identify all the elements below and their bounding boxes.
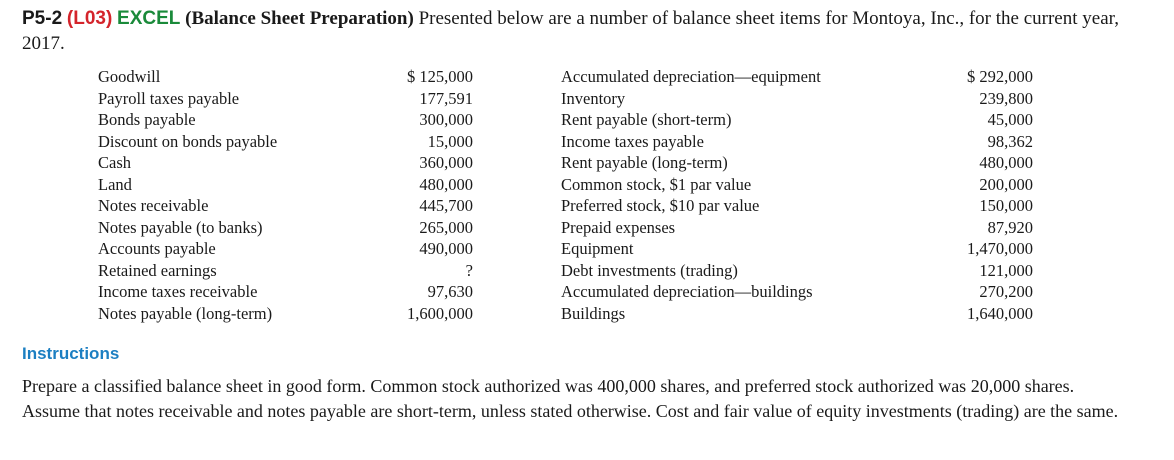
item-amount: 97,630 <box>427 282 473 301</box>
item-name: Income taxes receivable <box>98 282 258 301</box>
item-amount: 1,470,000 <box>967 239 1033 258</box>
problem-description: Presented below are a number of balance sheet items for Montoya, Inc., for the current year, 2017. <box>22 8 1119 54</box>
left-item-amounts <box>388 66 473 324</box>
problem-title: (Balance Sheet Preparation) <box>185 8 414 29</box>
item-amount: 45,000 <box>987 110 1033 129</box>
item-name: Rent payable (long-term) <box>561 153 728 172</box>
item-name: Buildings <box>561 303 626 323</box>
item-name: Payroll taxes payable <box>98 88 240 108</box>
item-name: Retained earnings <box>98 260 217 280</box>
item-amount: 270,200 <box>979 282 1033 301</box>
item-amount: ? <box>465 260 473 280</box>
item-name: Notes payable (long-term) <box>98 303 273 323</box>
item-amount: 360,000 <box>419 153 473 172</box>
item-name: Income taxes payable <box>561 131 704 151</box>
column-gap <box>473 66 561 324</box>
item-amount: 177,591 <box>419 88 473 108</box>
instructions-heading: Instructions <box>22 344 120 363</box>
item-amount: $ 125,000 <box>407 67 473 86</box>
item-amount: 87,920 <box>987 217 1033 237</box>
item-name: Notes payable (to banks) <box>98 217 263 237</box>
instructions-body: Prepare a classified balance sheet in good form. Common stock authorized was 400,000 shares, and preferred stock authorized was 20,000 shares. Assume that notes receivable and notes payable are short-term, unless stated otherwise. Cost and fair value of equity investments (trading) are the same. <box>22 376 1119 421</box>
item-amount: 300,000 <box>419 110 473 129</box>
item-amount: $ 292,000 <box>967 67 1033 86</box>
item-amount: 200,000 <box>979 174 1033 194</box>
item-name: Accounts payable <box>98 239 216 258</box>
problem-number: P5-2 <box>22 8 63 29</box>
item-name: Inventory <box>561 88 626 108</box>
item-name: Goodwill <box>98 67 161 86</box>
item-amount: 98,362 <box>987 131 1033 151</box>
item-name: Cash <box>98 153 131 172</box>
item-amount: 480,000 <box>419 174 473 194</box>
item-amount: 150,000 <box>979 196 1033 215</box>
right-item-names <box>561 66 863 324</box>
item-name: Notes receivable <box>98 196 209 215</box>
item-amount: 265,000 <box>419 217 473 237</box>
item-name: Bonds payable <box>98 110 196 129</box>
item-amount: 445,700 <box>419 196 473 215</box>
item-name: Debt investments (trading) <box>561 260 738 280</box>
balance-sheet-items <box>98 66 1038 324</box>
problem-header <box>22 6 1152 56</box>
excel-tag: EXCEL <box>117 8 181 29</box>
item-amount: 1,640,000 <box>967 303 1033 323</box>
item-name: Accumulated depreciation—buildings <box>561 282 813 301</box>
item-amount: 239,800 <box>979 88 1033 108</box>
item-name: Accumulated depreciation—equipment <box>561 67 821 86</box>
right-item-amounts <box>863 66 1033 324</box>
item-amount: 1,600,000 <box>407 303 473 323</box>
item-name: Common stock, $1 par value <box>561 174 752 194</box>
left-item-names <box>98 66 388 324</box>
item-amount: 490,000 <box>419 239 473 258</box>
item-amount: 15,000 <box>427 131 473 151</box>
item-name: Discount on bonds payable <box>98 131 278 151</box>
item-name: Prepaid expenses <box>561 217 676 237</box>
item-name: Preferred stock, $10 par value <box>561 196 760 215</box>
learning-objective: (L03) <box>66 8 113 29</box>
item-amount: 121,000 <box>979 260 1033 280</box>
item-name: Equipment <box>561 239 634 258</box>
item-amount: 480,000 <box>979 153 1033 172</box>
item-name: Land <box>98 174 132 194</box>
item-name: Rent payable (short-term) <box>561 110 732 129</box>
